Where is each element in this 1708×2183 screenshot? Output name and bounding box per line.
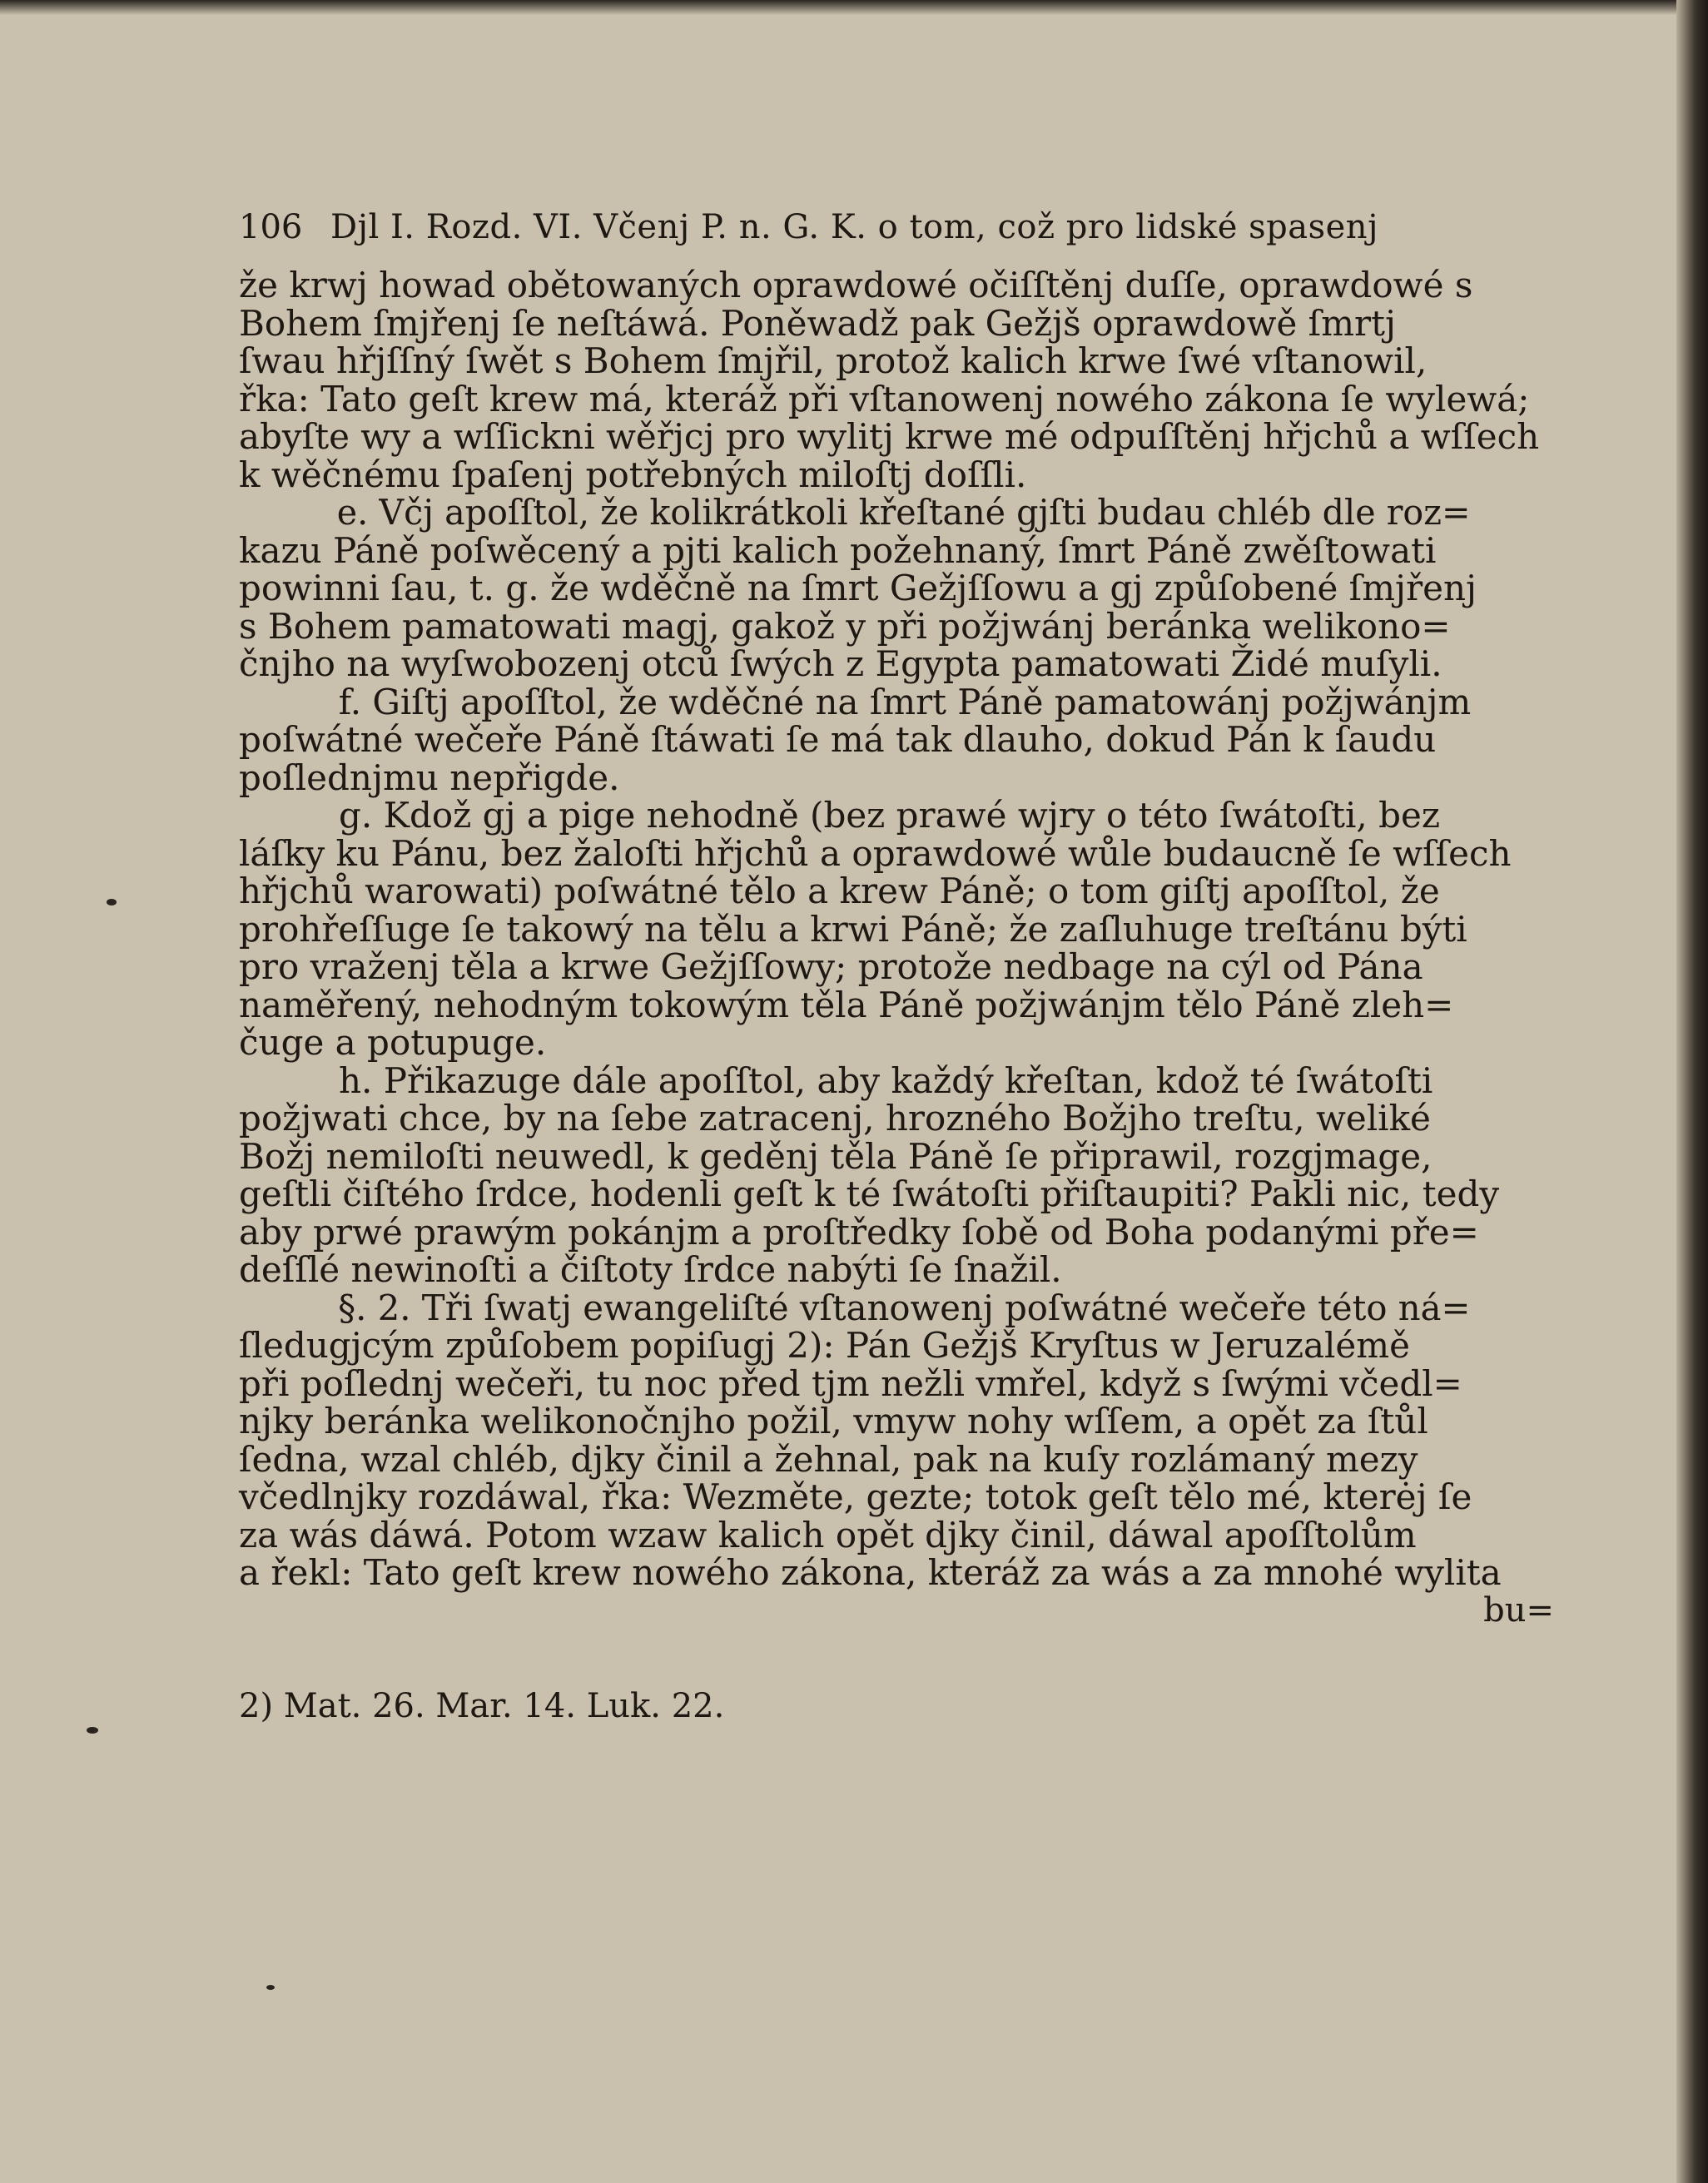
- text-line: aby prwé prawým pokánjm a proſtředky ſobě od Boha podanými pře=: [239, 1211, 1479, 1253]
- text-line: čnjho na wyſwobozenj otců ſwých z Egypta pamatowati Židé muſyli.: [239, 643, 1442, 684]
- paragraph-g-start: g. Kdož gj a pige nehodně (bez prawé wjry o této ſwátoſti, bez: [339, 795, 1440, 836]
- text-line: požjwati chce, by na ſebe zatracenj, hrozného Božjho treſtu, weliké: [239, 1098, 1431, 1139]
- text-line: za wás dáwá. Potom wzaw kalich opět djky činil, dáwal apoſſtolům: [239, 1514, 1417, 1555]
- text-line: prohřeſſuge ſe takowý na tělu a krwi Páně; že zaſluhuge treſtánu býti: [239, 908, 1467, 950]
- text-line: njky beránka welikonočnjho požil, vmyw nohy wſſem, a opět za ſtůl: [239, 1401, 1428, 1441]
- text-line: hřjchů warowati) poſwátné tělo a krew Páně; o tom giſtj apoſſtol, že: [239, 871, 1440, 911]
- text-line: pro vraženj těla a krwe Gežjſſowy; protože nedbage na cýl od Pána: [239, 946, 1423, 987]
- text-line: ſledugjcým způſobem popiſugj 2): Pán Gežjš Kryſtus w Jeruzalémě: [239, 1325, 1410, 1366]
- text-line: s Bohem pamatowati magj, gakož y při požjwánj beránka welikono=: [239, 605, 1451, 647]
- paragraph-e-start: e. Včj apoſſtol, že kolikrátkoli křeſtané gjſti budau chléb dle roz=: [336, 492, 1471, 533]
- ink-speck: [87, 1727, 98, 1734]
- ink-speck: [266, 1985, 275, 1990]
- page-number: 106: [239, 208, 303, 246]
- text-line: poſwátné wečeře Páně ſtáwati ſe má tak dlauho, dokud Pán k ſaudu: [239, 719, 1437, 760]
- page-header: [239, 208, 1571, 266]
- text-line: poſlednjmu nepřigde.: [239, 757, 620, 798]
- text-block: [239, 208, 1571, 1725]
- text-line: geſtli čiſtého ſrdce, hodenli geſt k té ſwátoſti přiſtaupiti? Pakli nic, tedy: [239, 1173, 1500, 1214]
- text-line: naměřený, nehodným tokowým těla Páně požjwánjm tělo Páně zleh=: [239, 984, 1454, 1025]
- text-line: řka: Tato geſt krew má, kteráž při vſtanowenj nowého zákona ſe wylewá;: [239, 378, 1530, 419]
- binding-edge: [1676, 0, 1708, 2183]
- paragraph-f-start: f. Giſtj apoſſtol, že wděčné na ſmrt Páně pamatowánj požjwánjm: [338, 681, 1472, 722]
- text-line: powinni ſau, t. g. že wděčně na ſmrt Gežjſſowu a gj způſobené ſmjřenj: [239, 568, 1477, 608]
- text-line: k wěčnému ſpaſenj potřebných miloſtj doſſli.: [239, 454, 1027, 495]
- ink-speck: [107, 899, 117, 905]
- text-line: kazu Páně poſwěcený a pjti kalich požehnaný, ſmrt Páně zwěſtowati: [239, 529, 1437, 571]
- text-line: a řekl: Tato geſt krew nowého zákona, kteráž za wás a za mnohé wylita: [239, 1552, 1502, 1593]
- text-line: láſky ku Pánu, bez žaloſti hřjchů a oprawdowé wůle budaucně ſe wſſech: [239, 832, 1512, 874]
- text-line: Bohem ſmjřenj ſe neſtáwá. Poněwadž pak Gežjš oprawdowě ſmrtj: [239, 302, 1396, 344]
- text-line: čuge a potupuge.: [239, 1022, 547, 1063]
- paragraph-h-start: h. Přikazuge dále apoſſtol, aby každý křeſtan, kdož té ſwátoſti: [339, 1059, 1433, 1101]
- section-2-start: §. 2. Tři ſwatj ewangeliſté vſtanowenj poſwátné wečeře této ná=: [338, 1287, 1471, 1328]
- text-line: deſſlé newinoſti a čiſtoty ſrdce nabýti ſe ſnažil.: [239, 1249, 1062, 1290]
- running-title: Djl I. Rozd. VI. Včenj P. n. G. K. o tom, což pro lidské spasenj: [330, 208, 1378, 246]
- text-line: včedlnjky rozdáwal, řka: Wezměte, gezte; totok geſt tělo mé, kterėj ſe: [239, 1476, 1472, 1517]
- catchword: bu=: [1483, 1590, 1554, 1630]
- footnote: 2) Mat. 26. Mar. 14. Luk. 22.: [239, 1686, 725, 1725]
- footnote-separator: [239, 1630, 1571, 1688]
- text-line: Božj nemiloſti neuwedl, k geděnj těla Páně ſe připrawil, rozgjmage,: [239, 1135, 1432, 1177]
- text-line: při poſlednj wečeři, tu noc před tjm nežli vmřel, když s ſwými včedl=: [239, 1362, 1462, 1404]
- body-text: [239, 266, 1571, 1592]
- text-line: že krwj howad obětowaných oprawdowé očiſſtěnj duſſe, oprawdowé s: [239, 265, 1473, 305]
- top-edge-shadow: [0, 0, 1708, 15]
- text-line: ſedna, wzal chléb, djky činil a žehnal, pak na kuſy rozlámaný mezy: [239, 1438, 1418, 1480]
- text-line: ſwau hřjſſný ſwět s Bohem ſmjřil, protož kalich krwe ſwé vſtanowil,: [239, 340, 1427, 381]
- text-line: abyſte wy a wſſickni wěřjcj pro wylitj krwe mé odpuſſtěnj hřjchů a wſſech: [239, 416, 1540, 457]
